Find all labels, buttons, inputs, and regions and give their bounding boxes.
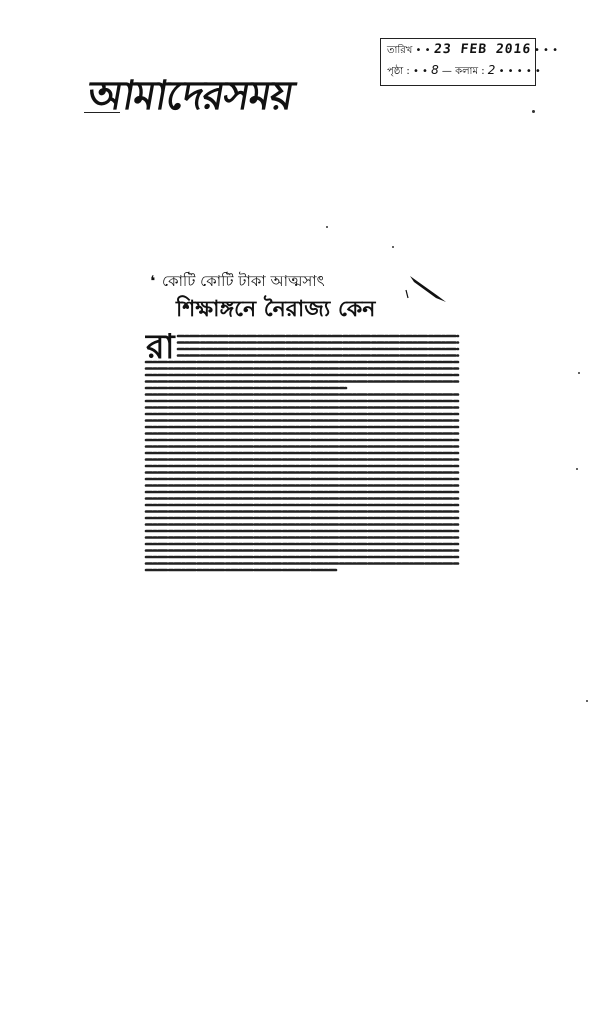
quote-mark-icon: ❛ — [150, 272, 156, 290]
stamp-page-row: পৃষ্ঠা : • • 8 — কলাম : 2 • • • • • — [387, 63, 541, 77]
article-headline: শিক্ষাঙ্গনে নৈরাজ্য কেন — [176, 297, 376, 322]
article-dropcap: রা — [146, 327, 175, 367]
scan-speck — [578, 372, 580, 374]
stamp-date-value: 23 FEB 2016 — [432, 42, 532, 57]
scan-speck — [576, 468, 578, 470]
stamp-page-value: 8 — [431, 63, 439, 77]
stamp-column-value: 2 — [487, 63, 496, 77]
stamp-page-label: পৃষ্ঠা — [387, 66, 404, 77]
scan-speck — [532, 110, 535, 113]
masthead-rule — [84, 112, 120, 113]
newspaper-masthead: আমাদেরসময় — [84, 73, 298, 119]
scan-speck — [326, 226, 328, 228]
stamp-date-label: তারিখ — [387, 45, 413, 56]
scan-speck — [586, 700, 588, 702]
article-kicker-text: কোটি কোটি টাকা আত্মসাৎ — [161, 272, 325, 290]
news-article-clipping — [146, 270, 458, 575]
scan-speck — [392, 246, 394, 248]
article-body-text-illegible — [146, 327, 458, 575]
date-stamp — [380, 38, 559, 86]
stamp-date-row: তারিখ • • 23 FEB 2016 • • • — [387, 42, 559, 57]
stamp-column-label: কলাম — [455, 66, 479, 77]
quill-pen-icon — [408, 274, 448, 304]
